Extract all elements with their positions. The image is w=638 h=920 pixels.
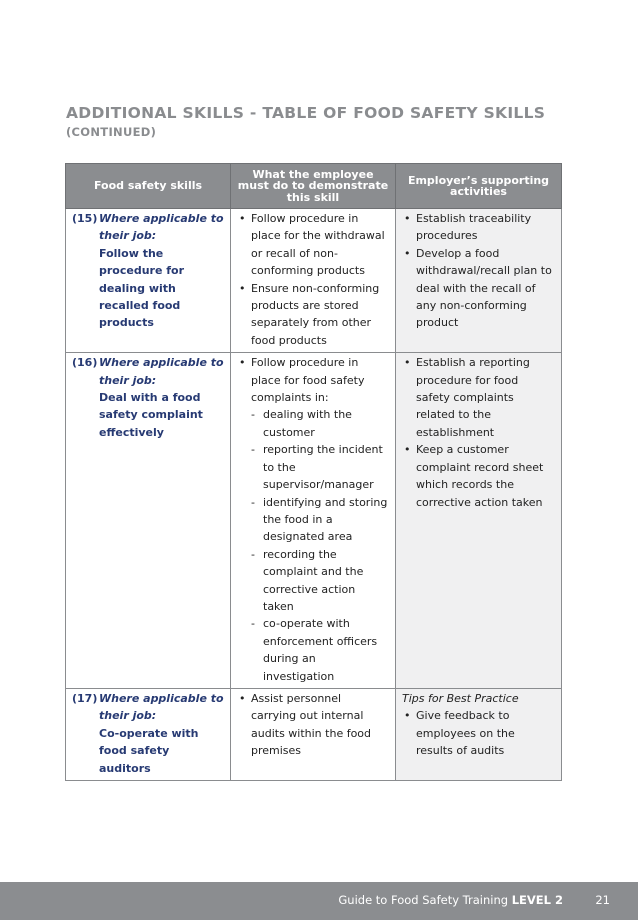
header-employer-activities: Employer’s supporting activities: [396, 164, 562, 209]
list-item: • Assist personnel carrying out internal audits within the food premises: [237, 690, 389, 760]
table-row: [66, 688, 562, 780]
sub-list-item: - reporting the incident to the supervisor/manager: [251, 441, 389, 493]
employer-cell: [396, 209, 562, 353]
list-item: • Give feedback to employees on the results of audits: [402, 707, 555, 759]
list-item: • Establish traceability procedures: [402, 210, 555, 245]
list-item: • Establish a reporting procedure for food safety complaints related to the establishment: [402, 354, 555, 441]
sub-list-item: - dealing with the customer: [251, 406, 389, 441]
employer-cell: [396, 688, 562, 780]
list-item: • Develop a food withdrawal/recall plan to deal with the recall of any non-conforming product: [402, 245, 555, 332]
skill-cell: [66, 688, 231, 780]
skill-name: Follow the procedure for dealing with recalled food products: [99, 246, 185, 330]
footer-guide-text: Guide to Food Safety Training: [338, 893, 509, 907]
page-subtitle: (CONTINUED): [66, 125, 157, 139]
list-item: [237, 354, 389, 685]
skill-number: (15): [72, 212, 98, 225]
sub-list-item: - recording the complaint and the corrective action taken: [251, 546, 389, 616]
list-item: • Ensure non-conforming products are stored separately from other food products: [237, 280, 389, 350]
skill-number: (17): [72, 691, 98, 705]
page-footer: [0, 882, 638, 920]
skill-applicability: Where applicable to their job:: [99, 212, 224, 243]
employer-cell: [396, 353, 562, 689]
skill-cell: [66, 353, 231, 689]
food-safety-skills-table: [65, 163, 562, 781]
list-item: • Follow procedure in place for the withdrawal or recall of non-conforming products: [237, 210, 389, 280]
skill-number: (16): [72, 356, 98, 370]
skill-name: Deal with a food safety complaint effectively: [99, 391, 203, 439]
skill-applicability: Where applicable to their job:: [99, 691, 224, 723]
skill-cell: [66, 209, 231, 353]
employee-cell: [231, 688, 396, 780]
list-item: • Keep a customer complaint record sheet which records the corrective action taken: [402, 441, 555, 511]
header-food-safety-skills: Food safety skills: [66, 164, 231, 209]
table-row: [66, 209, 562, 353]
header-employee-must-do: What the employee must do to demonstrate this skill: [231, 164, 396, 209]
page-title: ADDITIONAL SKILLS - TABLE OF FOOD SAFETY SKILLS: [66, 104, 546, 122]
table-header-row: [66, 164, 562, 209]
footer-level: LEVEL 2: [511, 893, 563, 907]
footer-title: [338, 893, 563, 907]
list-item-intro: Follow procedure in place for food safety complaints in:: [251, 356, 365, 405]
employee-cell: [231, 353, 396, 689]
skill-name: Co-operate with food safety auditors: [99, 726, 199, 775]
employee-cell: [231, 209, 396, 353]
page-number: 21: [595, 893, 610, 907]
table-row: [66, 353, 562, 689]
sub-list-item: - co-operate with enforcement officers during an investigation: [251, 615, 389, 685]
sub-list-item: - identifying and storing the food in a designated area: [251, 494, 389, 546]
skill-applicability: Where applicable to their job:: [99, 356, 224, 387]
tips-heading: Tips for Best Practice: [402, 691, 519, 705]
